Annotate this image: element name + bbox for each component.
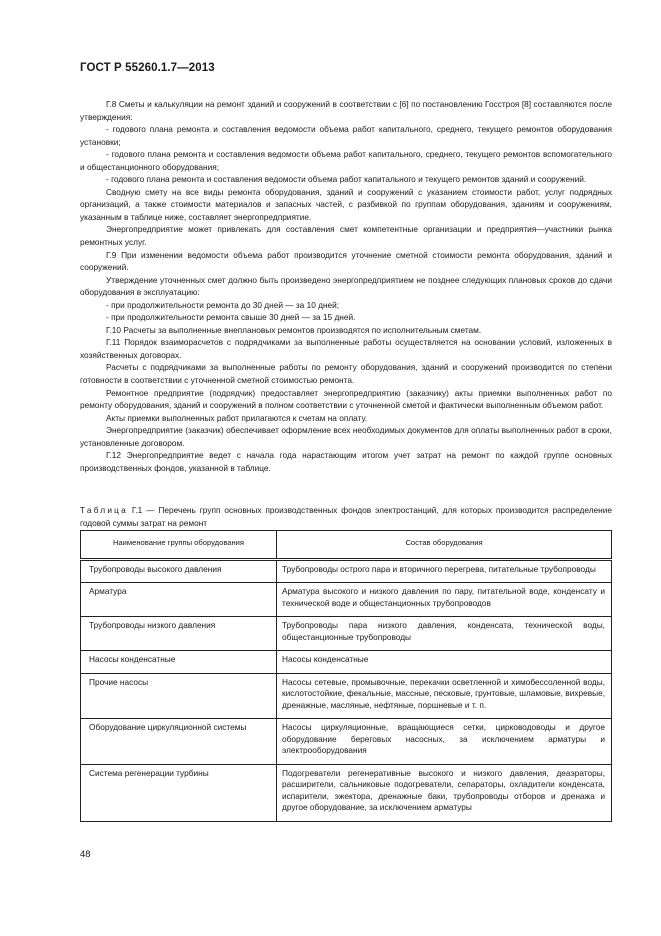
column-header: Наименование группы оборудования (81, 531, 277, 560)
paragraph: Сводную смету на все виды ремонта оборудования, зданий и сооружений с указанием стоимости работ, услуг подрядных организаций, а также стоимости материалов и запасных частей, с разбивкой по группам оборудования, зданиям и сооружениям, указанным в таблице ниже, составляет энергопредприятие. (80, 186, 612, 222)
table-row (81, 583, 612, 617)
paragraph: - годового плана ремонта и составления ведомости объема работ капитального и текущего ремонтов зданий и сооружений. (106, 174, 587, 185)
paragraph: - годового плана ремонта и составления ведомости объема работ капитального, среднего, текущего ремонтов вспомогательного и общестанционного оборудования; (80, 149, 612, 172)
table-caption (80, 504, 612, 529)
page-number: 48 (80, 849, 91, 860)
paragraph: - при продолжительности ремонта свыше 30 дней — за 15 дней. (106, 312, 356, 323)
group-name-cell: Трубопроводы высокого давления (81, 559, 277, 583)
table-row (81, 764, 612, 821)
paragraph: Ремонтное предприятие (подрядчик) предоставляет энергопредприятию (заказчику) акты приемки выполненных работ по ремонту оборудования, зданий и сооружений в полном соответствии с уточненной сметой и фактически выполненным объемом работ. (80, 387, 612, 411)
equipment-cell: Арматура высокого и низкого давления по пару, питательной воде, конденсату и технической воде и общестанционных трубопроводов (277, 583, 612, 617)
table-row (81, 651, 612, 674)
paragraph: Энергопредприятие может привлекать для составления смет компетентные организации и предприятия—участники рынка ремонтных услуг. (80, 224, 612, 248)
paragraph: Г.9 При изменении ведомости объема работ производится уточнение сметной стоимости ремонта оборудования, зданий и сооружений. (80, 249, 612, 273)
paragraph: Г.10 Расчеты за выполненные внеплановых ремонтов производятся по исполнительным сметам. (106, 324, 482, 335)
table-header-row (81, 531, 612, 560)
equipment-cell: Насосы сетевые, промывочные, перекачки осветленной и химобессоленной воды, кислотостойкие, фекальные, массные, песковые, грунтовые, шламовые, вихревые, дренажные, масляные, нефтяные, поршневые и т. п. (277, 673, 612, 719)
paragraph: Г.11 Порядок взаиморасчетов с подрядчиками за выполненные работы осуществляется на основании условий, изложенных в хозяйственных договорах. (80, 337, 612, 360)
equipment-groups-table (80, 530, 612, 822)
table-row (81, 719, 612, 765)
paragraph: Акты приемки выполненных работ прилагаются к счетам на оплату. (106, 412, 368, 423)
table-caption-label: Таблица (80, 505, 128, 515)
group-name-cell: Арматура (81, 583, 277, 617)
table-row (81, 559, 612, 583)
group-name-cell: Прочие насосы (81, 673, 277, 719)
table-caption-text: Г.1 — Перечень групп основных производственных фондов электростанций, для которых производится распределение годовой суммы затрат на ремонт (80, 505, 612, 528)
table-row (81, 617, 612, 651)
document-header: ГОСТ Р 55260.1.7—2013 (80, 62, 215, 74)
column-header: Состав оборудования (277, 531, 612, 560)
equipment-cell: Трубопроводы острого пара и вторичного перегрева, питательные трубопроводы (277, 559, 612, 583)
table-row (81, 673, 612, 719)
equipment-cell: Насосы циркуляционные, вращающиеся сетки, цирководоводы и другое оборудование береговых насосных, за исключением арматуры и электрооборудования (277, 719, 612, 765)
paragraph: Расчеты с подрядчиками за выполненные работы по ремонту оборудования, зданий и сооружений производится по степени готовности в соответствии с уточненной сметной стоимостью ремонта. (80, 362, 612, 386)
group-name-cell: Трубопроводы низкого давления (81, 617, 277, 651)
group-name-cell: Система регенерации турбины (81, 764, 277, 821)
group-name-cell: Оборудование циркуляционной системы (81, 719, 277, 765)
equipment-cell: Насосы конденсатные (277, 651, 612, 674)
body-text (80, 98, 612, 474)
paragraph: - годового плана ремонта и составления ведомости объема работ капитального, среднего, текущего ремонтов оборудования установки; (80, 124, 612, 147)
equipment-cell: Подогреватели регенеративные высокого и низкого давления, деаэраторы, расширители, сальниковые подогреватели, сепараторы, охладители конденсата, испарители, эжектора, дренажные баки, трубопроводы отборов и дренажа и другое оборудование, за исключением арматуры (277, 764, 612, 821)
paragraph: Утверждение уточненных смет должно быть произведено энергопредприятием не позднее следующих плановых сроков до сдачи оборудования в эксплуатацию: (80, 274, 612, 298)
paragraph: Г.12 Энергопредприятие ведет с начала года нарастающим итогом учет затрат на ремонт по каждой группе основных производственных фондов, указанной в таблице. (80, 450, 612, 473)
paragraph: Г.8 Сметы и калькуляции на ремонт зданий и сооружений в соответствии с [6] по постановлению Госстроя [8] составляются после утверждения: (80, 99, 612, 122)
group-name-cell: Насосы конденсатные (81, 651, 277, 674)
paragraph: Энергопредприятие (заказчик) обеспечивает оформление всех необходимых документов для оплаты выполненных работ в сроки, установленные договором. (80, 425, 612, 448)
equipment-cell: Трубопроводы пара низкого давления, конденсата, технической воды, общестанционные трубопроводы (277, 617, 612, 651)
paragraph: - при продолжительности ремонта до 30 дней — за 10 дней; (106, 299, 340, 310)
